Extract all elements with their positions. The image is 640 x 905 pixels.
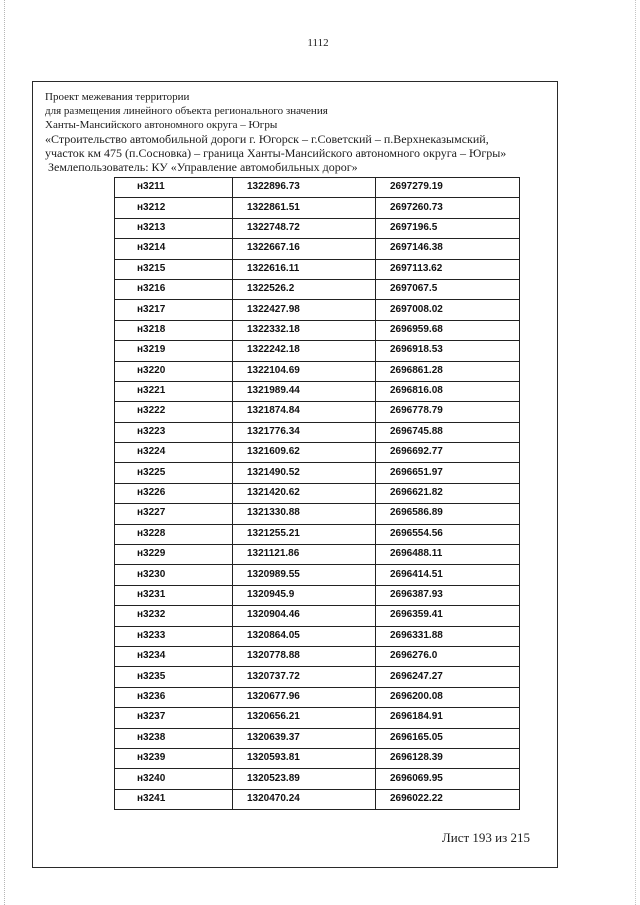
table-row [115,646,520,666]
sheet-number: Лист 193 из 215 [441,830,530,845]
coordinate-x-cell: 1322861.51 [233,198,376,218]
point-number-cell: н3213 [115,218,233,238]
coordinate-x-cell: 1320989.55 [233,565,376,585]
coordinate-x-cell: 1320778.88 [233,646,376,666]
coordinate-y-cell: 2697279.19 [376,178,520,198]
table-row [115,198,520,218]
point-number-cell: н3229 [115,545,233,565]
table-row [115,524,520,544]
table-row [115,443,520,463]
point-number-cell: н3224 [115,443,233,463]
table-row [115,667,520,687]
point-number-cell: н3235 [115,667,233,687]
coordinate-y-cell: 2696165.05 [376,728,520,748]
coordinate-x-cell: 1321420.62 [233,483,376,503]
table-row [115,402,520,422]
point-number-cell: н3220 [115,361,233,381]
coordinate-x-cell: 1322896.73 [233,178,376,198]
table-row [115,422,520,442]
coordinate-x-cell: 1320945.9 [233,585,376,605]
point-number-cell: н3211 [115,178,233,198]
coordinate-x-cell: 1320593.81 [233,748,376,768]
point-number-cell: н3231 [115,585,233,605]
coordinate-x-cell: 1320656.21 [233,708,376,728]
coordinate-x-cell: 1320470.24 [233,789,376,809]
table-row [115,259,520,279]
coordinate-x-cell: 1320864.05 [233,626,376,646]
page-number: 1112 [307,37,329,49]
coordinate-x-cell: 1320677.96 [233,687,376,707]
coordinate-y-cell: 2696918.53 [376,341,520,361]
coordinate-x-cell: 1322104.69 [233,361,376,381]
scan-edge-right [635,0,636,905]
coordinate-y-cell: 2696488.11 [376,545,520,565]
coordinate-y-cell: 2696359.41 [376,606,520,626]
scan-edge-left [4,0,5,905]
coordinate-y-cell: 2696816.08 [376,381,520,401]
header-line-6: Землепользователь: КУ «Управление автомобильных дорог» [48,160,358,174]
point-number-cell: н3236 [115,687,233,707]
header-line-1: Проект межевания территории [45,91,190,103]
coordinate-y-cell: 2697146.38 [376,239,520,259]
point-number-cell: н3230 [115,565,233,585]
coordinate-y-cell: 2697008.02 [376,300,520,320]
coordinate-x-cell: 1321330.88 [233,504,376,524]
table-row [115,626,520,646]
coordinate-y-cell: 2696184.91 [376,708,520,728]
point-number-cell: н3226 [115,483,233,503]
table-row [115,606,520,626]
table-row [115,361,520,381]
table-row [115,728,520,748]
coordinate-y-cell: 2696247.27 [376,667,520,687]
point-number-cell: н3237 [115,708,233,728]
table-row [115,320,520,340]
table-row [115,504,520,524]
table-row [115,218,520,238]
coordinate-x-cell: 1321121.86 [233,545,376,565]
coordinate-y-cell: 2696621.82 [376,483,520,503]
point-number-cell: н3232 [115,606,233,626]
table-row [115,341,520,361]
point-number-cell: н3216 [115,279,233,299]
coordinate-x-cell: 1321989.44 [233,381,376,401]
coordinate-y-cell: 2696651.97 [376,463,520,483]
coordinate-y-cell: 2697113.62 [376,259,520,279]
coordinate-y-cell: 2696276.0 [376,646,520,666]
point-number-cell: н3238 [115,728,233,748]
coordinate-y-cell: 2696022.22 [376,789,520,809]
table-row [115,687,520,707]
coordinate-y-cell: 2697196.5 [376,218,520,238]
coordinates-table-body [115,178,520,810]
table-row [115,381,520,401]
point-number-cell: н3240 [115,769,233,789]
coordinate-x-cell: 1320737.72 [233,667,376,687]
coordinate-y-cell: 2696387.93 [376,585,520,605]
header-line-4: «Строительство автомобильной дороги г. Югорск – г.Советский – п.Верхнеказымский, [45,132,489,146]
point-number-cell: н3239 [115,748,233,768]
table-row [115,178,520,198]
table-row [115,239,520,259]
coordinate-y-cell: 2697067.5 [376,279,520,299]
table-row [115,545,520,565]
coordinate-x-cell: 1321255.21 [233,524,376,544]
point-number-cell: н3219 [115,341,233,361]
point-number-cell: н3227 [115,504,233,524]
table-row [115,769,520,789]
point-number-cell: н3214 [115,239,233,259]
coordinate-x-cell: 1320904.46 [233,606,376,626]
coordinate-y-cell: 2696861.28 [376,361,520,381]
table-row [115,279,520,299]
coordinate-x-cell: 1322526.2 [233,279,376,299]
coordinate-x-cell: 1322427.98 [233,300,376,320]
header-line-3: Ханты-Мансийского автономного округа – Югры [45,119,278,131]
table-row [115,789,520,809]
table-row [115,748,520,768]
document-header [45,90,506,174]
coordinate-x-cell: 1322667.16 [233,239,376,259]
coordinate-y-cell: 2696128.39 [376,748,520,768]
coordinate-x-cell: 1322332.18 [233,320,376,340]
table-row [115,463,520,483]
point-number-cell: н3234 [115,646,233,666]
point-number-cell: н3215 [115,259,233,279]
coordinate-y-cell: 2697260.73 [376,198,520,218]
table-row [115,483,520,503]
point-number-cell: н3223 [115,422,233,442]
point-number-cell: н3212 [115,198,233,218]
coordinates-table [114,177,520,810]
coordinate-y-cell: 2696200.08 [376,687,520,707]
coordinate-x-cell: 1322616.11 [233,259,376,279]
point-number-cell: н3221 [115,381,233,401]
coordinate-x-cell: 1321490.52 [233,463,376,483]
coordinate-x-cell: 1321776.34 [233,422,376,442]
coordinate-y-cell: 2696778.79 [376,402,520,422]
coordinate-y-cell: 2696745.88 [376,422,520,442]
point-number-cell: н3233 [115,626,233,646]
point-number-cell: н3217 [115,300,233,320]
coordinate-x-cell: 1321609.62 [233,443,376,463]
coordinate-y-cell: 2696331.88 [376,626,520,646]
coordinate-y-cell: 2696069.95 [376,769,520,789]
coordinate-x-cell: 1320639.37 [233,728,376,748]
coordinate-y-cell: 2696692.77 [376,443,520,463]
table-row [115,708,520,728]
table-row [115,585,520,605]
coordinate-y-cell: 2696959.68 [376,320,520,340]
coordinate-y-cell: 2696554.56 [376,524,520,544]
table-row [115,565,520,585]
table-row [115,300,520,320]
point-number-cell: н3228 [115,524,233,544]
point-number-cell: н3218 [115,320,233,340]
point-number-cell: н3241 [115,789,233,809]
coordinate-x-cell: 1322242.18 [233,341,376,361]
coordinate-y-cell: 2696414.51 [376,565,520,585]
coordinate-y-cell: 2696586.89 [376,504,520,524]
coordinate-x-cell: 1320523.89 [233,769,376,789]
coordinate-x-cell: 1322748.72 [233,218,376,238]
coordinate-x-cell: 1321874.84 [233,402,376,422]
header-line-2: для размещения линейного объекта регионального значения [45,105,328,117]
header-line-5: участок км 475 (п.Сосновка) – граница Ханты-Мансийского автономного округа – Югры» [45,146,507,160]
point-number-cell: н3225 [115,463,233,483]
point-number-cell: н3222 [115,402,233,422]
